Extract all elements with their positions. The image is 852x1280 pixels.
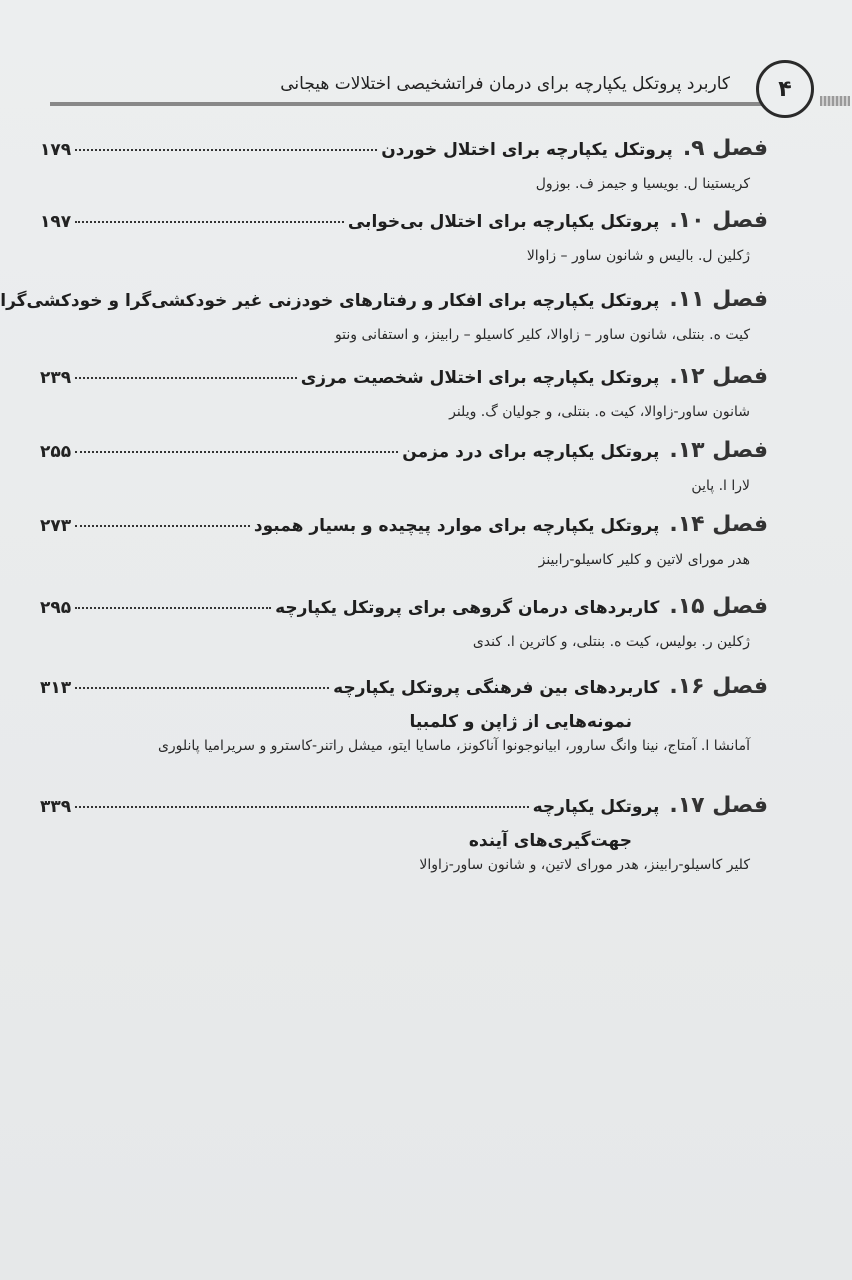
chapter-subtitle: نمونه‌هایی از ژاپن و کلمبیا bbox=[409, 712, 632, 732]
chapter-title: پروتکل یکپارچه برای درد مزمن bbox=[402, 442, 660, 462]
toc-entry-chapter-10 bbox=[40, 208, 768, 264]
chapter-title: پروتکل یکپارچه برای موارد پیچیده و بسیار همبود bbox=[253, 516, 660, 536]
toc-line bbox=[40, 793, 768, 827]
dot-leader bbox=[75, 221, 344, 223]
dot-leader bbox=[75, 451, 398, 453]
chapter-authors: آمانشا ا. آمتاج، نینا وانگ سارور، ابیانوجونوا آناکونز، ماسایا ایتو، میشل راتنر-کاسترو و سریرامیا پانلوری bbox=[157, 738, 750, 754]
chapter-label: فصل ۱۳. bbox=[669, 438, 768, 463]
chapter-title: پروتکل یکپارچه برای افکار و رفتارهای خودزنی غیر خودکشی‌گرا و خودکشی‌گرا bbox=[0, 291, 660, 311]
toc-line bbox=[40, 208, 768, 242]
toc-line bbox=[40, 438, 768, 472]
toc-line bbox=[40, 594, 768, 628]
toc-entry-chapter-9 bbox=[40, 136, 768, 192]
dot-leader bbox=[75, 687, 329, 689]
dot-leader bbox=[75, 525, 250, 527]
chapter-label: فصل ۱۴. bbox=[669, 512, 768, 537]
chapter-label: فصل ۱۷. bbox=[669, 793, 768, 818]
dot-leader bbox=[75, 607, 271, 609]
chapter-authors: ژکلین ل. بالیس و شانون ساور – زاوالا bbox=[526, 248, 750, 264]
running-header bbox=[50, 60, 830, 120]
toc-entry-chapter-15 bbox=[40, 594, 768, 650]
chapter-title: پروتکل یکپارچه برای اختلال شخصیت مرزی bbox=[300, 368, 660, 388]
header-rule-ornament bbox=[820, 96, 850, 106]
chapter-title: پروتکل یکپارچه bbox=[532, 797, 660, 817]
chapter-title: پروتکل یکپارچه برای اختلال بی‌خوابی bbox=[347, 212, 660, 232]
dot-leader bbox=[75, 806, 528, 808]
chapter-authors: لارا ا. پاین bbox=[691, 478, 750, 494]
chapter-authors: شانون ساور-زاوالا، کیت ه. بنتلی، و جولیان گ. ویلنر bbox=[449, 404, 750, 420]
toc-line bbox=[40, 136, 768, 170]
chapter-page-number: ۲۹۵ bbox=[40, 598, 72, 618]
chapter-label: فصل ۱۵. bbox=[669, 594, 768, 619]
chapter-authors: کریستینا ل. بویسیا و جیمز ف. بوزول bbox=[535, 176, 750, 192]
chapter-authors: هدر مورای لاتین و کلیر کاسیلو-رابینز bbox=[538, 552, 750, 568]
chapter-label: فصل ۱۱. bbox=[669, 287, 768, 312]
toc-entry-chapter-12 bbox=[40, 364, 768, 420]
dot-leader bbox=[75, 149, 377, 151]
chapter-page-number: ۱۷۹ bbox=[40, 140, 72, 160]
toc-entry-chapter-14 bbox=[40, 512, 768, 568]
chapter-page-number: ۳۱۳ bbox=[40, 678, 72, 698]
chapter-page-number: ۱۹۷ bbox=[40, 212, 72, 232]
page-number-badge bbox=[756, 60, 814, 118]
chapter-page-number: ۳۳۹ bbox=[40, 797, 72, 817]
page-number: ۴ bbox=[778, 76, 792, 102]
chapter-page-number: ۲۳۹ bbox=[40, 368, 72, 388]
toc-entry-chapter-13 bbox=[40, 438, 768, 494]
chapter-authors: ژکلین ر. بولیس، کیت ه. بنتلی، و کاترین ا. کندی bbox=[472, 634, 750, 650]
chapter-page-number: ۲۵۵ bbox=[40, 442, 72, 462]
chapter-page-number: ۲۷۳ bbox=[40, 516, 72, 536]
chapter-label: فصل ۱۲. bbox=[669, 364, 768, 389]
toc-entry-chapter-11 bbox=[0, 287, 768, 343]
toc-entry-chapter-16 bbox=[40, 674, 768, 754]
toc-line bbox=[0, 287, 768, 321]
header-rule bbox=[50, 102, 762, 106]
chapter-authors: کلیر کاسیلو-رابینز، هدر مورای لاتین، و شانون ساور-زاوالا bbox=[419, 857, 750, 873]
toc-entry-chapter-17 bbox=[40, 793, 768, 873]
toc-line bbox=[40, 674, 768, 708]
chapter-label: فصل ۱۶. bbox=[669, 674, 768, 699]
dot-leader bbox=[75, 377, 297, 379]
chapter-title: کاربردهای بین فرهنگی پروتکل یکپارچه bbox=[333, 678, 660, 698]
toc-line bbox=[40, 512, 768, 546]
chapter-authors: کیت ه. بنتلی، شانون ساور – زاوالا، کلیر کاسیلو – رابینز، و استفانی ونتو bbox=[334, 327, 750, 343]
toc-line bbox=[40, 364, 768, 398]
chapter-label: فصل ۱۰. bbox=[669, 208, 768, 233]
chapter-label: فصل ۹. bbox=[682, 136, 768, 161]
running-head-title: کاربرد پروتکل یکپارچه برای درمان فراتشخیصی اختلالات هیجانی bbox=[280, 74, 730, 94]
chapter-title: کاربردهای درمان گروهی برای پروتکل یکپارچه bbox=[275, 598, 660, 618]
chapter-subtitle: جهت‌گیری‌های آینده bbox=[468, 831, 632, 851]
chapter-title: پروتکل یکپارچه برای اختلال خوردن bbox=[381, 140, 673, 160]
